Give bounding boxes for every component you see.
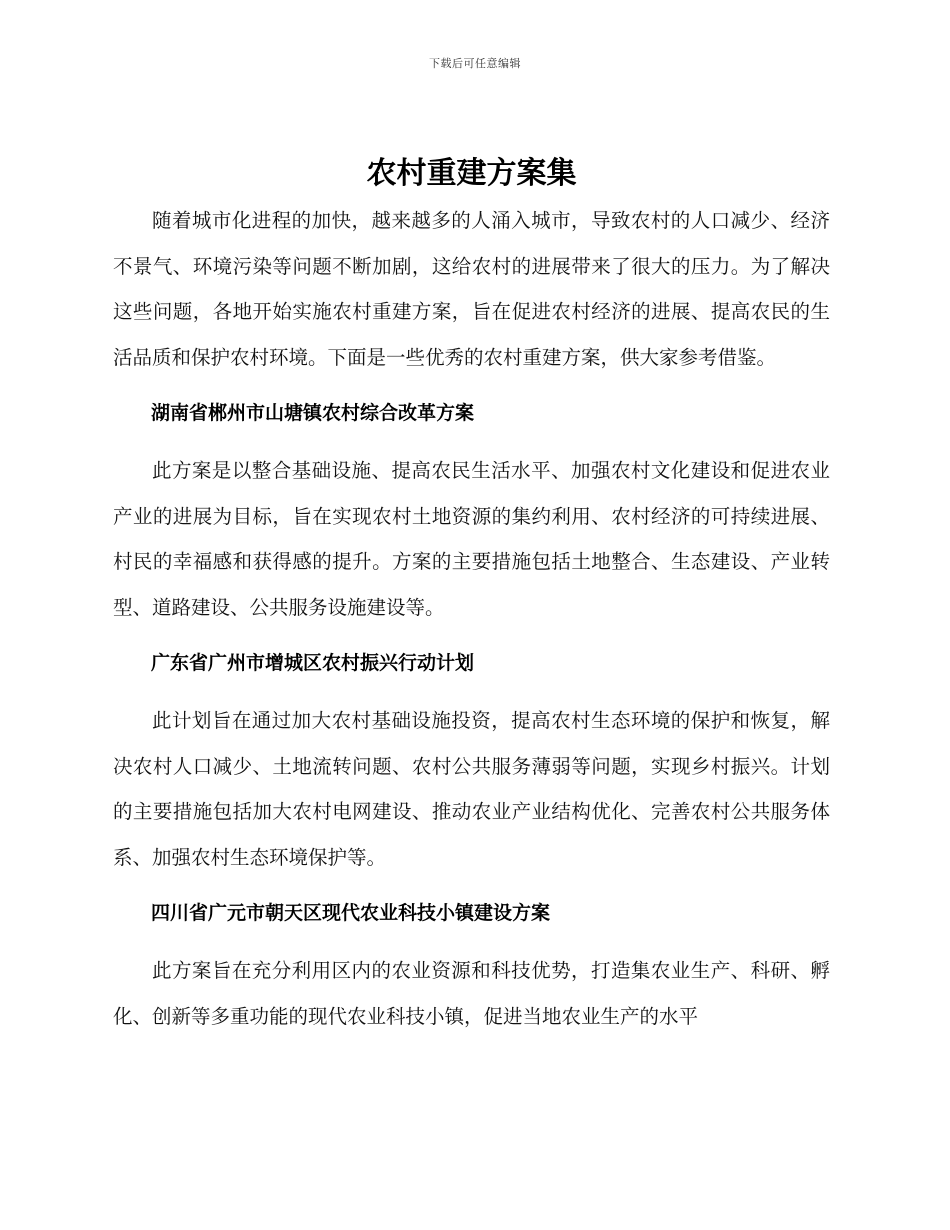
intro-paragraph: 随着城市化进程的加快，越来越多的人涌入城市，导致农村的人口减少、经济不景气、环境污染等问题不断加剧，这给农村的进展带来了很大的压力。为了解决这些问题，各地开始实施农村重建方案，旨在促进农村经济的进展、提高农民的生活品质和保护农村环境。下面是一些优秀的农村重建方案，供大家参考借鉴。 [113,209,830,369]
document-content [113,150,830,1039]
header-note: 下载后可任意编辑 [429,57,521,70]
section-heading-guangdong: 广东省广州市增城区农村振兴行动计划 [151,652,475,674]
section-body-guangdong: 此计划旨在通过加大农村基础设施投资，提高农村生态环境的保护和恢复，解决农村人口减少、土地流转问题、农村公共服务薄弱等问题，实现乡村振兴。计划的主要措施包括加大农村电网建设、推动农业产业结构优化、完善农村公共服务体系、加强农村生态环境保护等。 [113,709,830,869]
document-title: 农村重建方案集 [366,156,577,191]
section-heading-sichuan: 四川省广元市朝天区现代农业科技小镇建设方案 [151,902,551,924]
section-body-sichuan: 此方案旨在充分利用区内的农业资源和科技优势，打造集农业生产、科研、孵化、创新等多重功能的现代农业科技小镇，促进当地农业生产的水平 [113,959,830,1028]
section-heading-hunan: 湖南省郴州市山塘镇农村综合改革方案 [151,402,475,424]
section-body-hunan: 此方案是以整合基础设施、提高农民生活水平、加强农村文化建设和促进农业产业的进展为目标，旨在实现农村土地资源的集约利用、农村经济的可持续进展、村民的幸福感和获得感的提升。方案的主要措施包括土地整合、生态建设、产业转型、道路建设、公共服务设施建设等。 [113,459,830,619]
